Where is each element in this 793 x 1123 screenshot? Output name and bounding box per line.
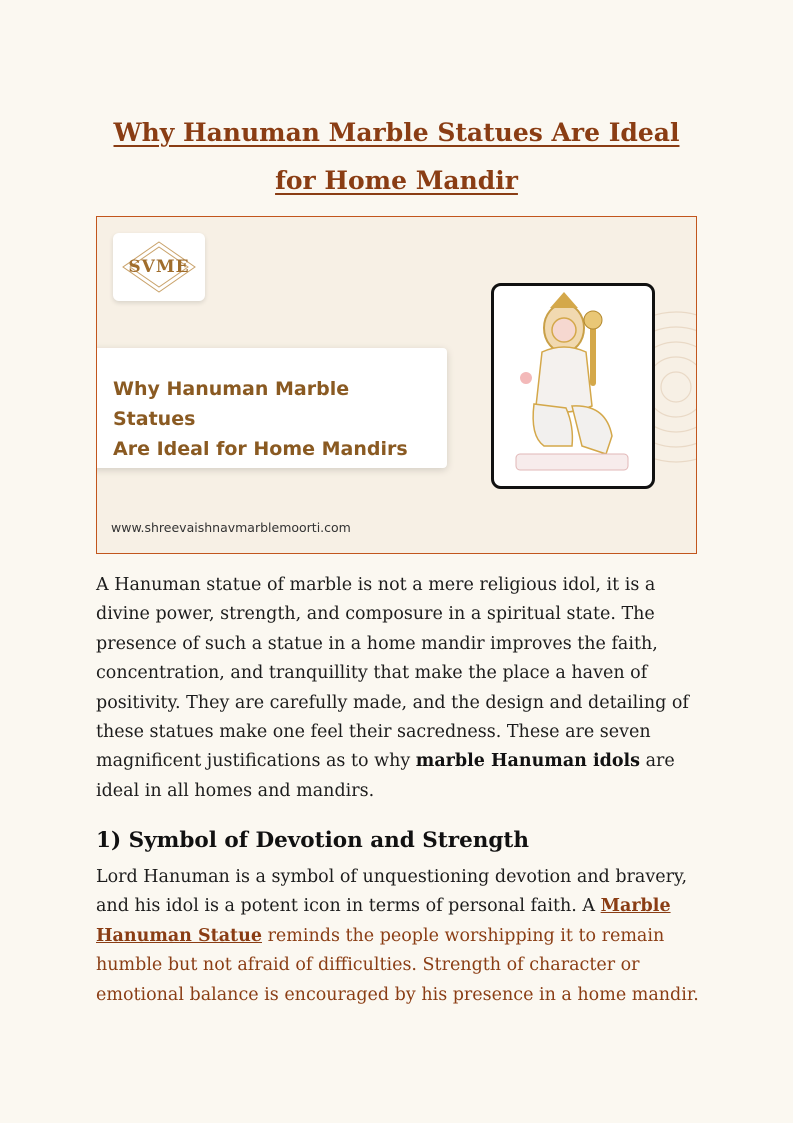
- banner-headline: [113, 374, 433, 464]
- title-line-1: Why Hanuman Marble Statues Are Ideal: [113, 117, 680, 147]
- section-1-heading: 1) Symbol of Devotion and Strength: [96, 828, 529, 853]
- section-1-text: Lord Hanuman is a symbol of unquestioning devotion and bravery, and his idol is a potent icon in terms of personal faith. A: [96, 867, 688, 917]
- intro-bold-text: marble Hanuman idols: [415, 751, 641, 772]
- banner-headline-line-2: Are Ideal for Home Mandirs: [113, 438, 408, 460]
- intro-text: A Hanuman statue of marble is not a mere religious idol, it is a divine power, strength, and composure in a spiritual state. The presence of such a statue in a home mandir improves the faith, concentration, and tranquillity that make the place a haven of positivity. They are carefully made, and the design and detailing of these statues make one feel their sacredness. These are seven magnificent justifications as to why: [96, 575, 689, 772]
- marble-hanuman-statue-link[interactable]: Marble Hanuman Statue: [96, 896, 671, 946]
- banner-image: [96, 216, 697, 554]
- banner-headline-line-1: Why Hanuman Marble Statues: [113, 378, 350, 430]
- logo-text: SVME: [128, 257, 190, 277]
- title-line-2: for Home Mandir: [275, 165, 518, 195]
- banner-headline-card: [96, 348, 447, 468]
- hanuman-statue-image: [491, 283, 655, 489]
- page-title: [60, 109, 733, 205]
- banner-website: www.shreevaishnavmarblemoorti.com: [111, 520, 351, 535]
- section-1-paragraph: [96, 863, 702, 1010]
- intro-paragraph: [96, 571, 702, 806]
- hanuman-statue-illustration: [494, 286, 652, 486]
- intro-text-end: are ideal in all homes and mandirs.: [96, 751, 675, 801]
- section-1-text-end: reminds the people worshipping it to remain humble but not afraid of difficulties. Strength of character or emotional balance is encouraged by his presence in a home mandir.: [96, 925, 699, 1005]
- svme-logo: [113, 233, 205, 301]
